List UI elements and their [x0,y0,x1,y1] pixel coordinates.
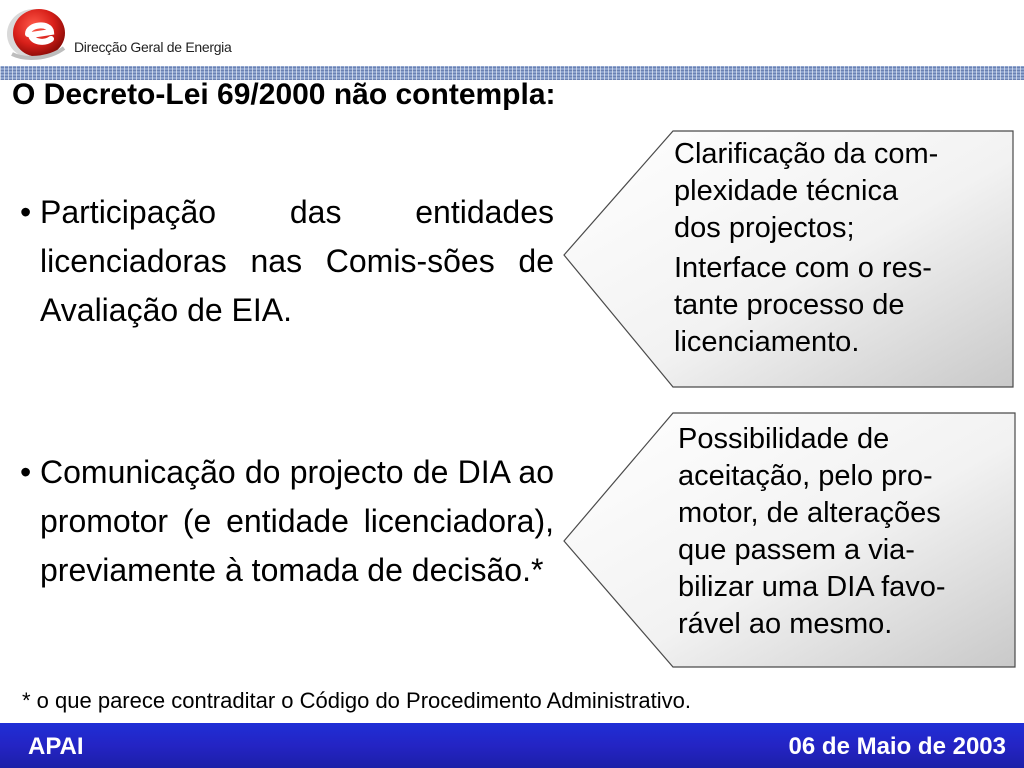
callout-technical-clarification [674,136,1014,361]
page-title: O Decreto-Lei 69/2000 não contempla: [12,78,556,111]
callout-line: tante processo de [674,289,905,321]
bullet-marker: • [20,194,32,230]
callout-line: dos projectos; [674,212,855,244]
callout-line: aceitação, pelo pro- [678,460,933,492]
callout-line: Interface com o res- [674,252,932,284]
callout-line: Clarificação da com- [674,138,939,170]
footer-bar [0,723,1024,768]
logo-text: Direcção Geral de Energia [74,39,232,55]
bullet-text: Comunicação do projecto de DIA ao promotor (e entidade licenciadora), previamente à tomada de decisão.* [40,454,554,588]
callout-line: plexidade técnica [674,175,899,207]
footer-label: APAI [28,733,84,760]
callout-line: licenciamento. [674,326,860,358]
callout-promoter-changes [678,421,1013,643]
footnote: * o que parece contraditar o Código do Procedimento Administrativo. [22,688,691,713]
footer-date: 06 de Maio de 2003 [788,733,1006,760]
bullet-marker: • [20,454,32,490]
bullet-text: Participação das entidades licenciadoras nas Comis-sões de Avaliação de EIA. [40,194,554,328]
callout-line: Possibilidade de [678,423,890,455]
callout-line: que passem a via- [678,534,915,566]
callout-line: bilizar uma DIA favo- [678,571,946,603]
callout-line: rável ao mesmo. [678,608,893,640]
callout-line: motor, de alterações [678,497,941,529]
